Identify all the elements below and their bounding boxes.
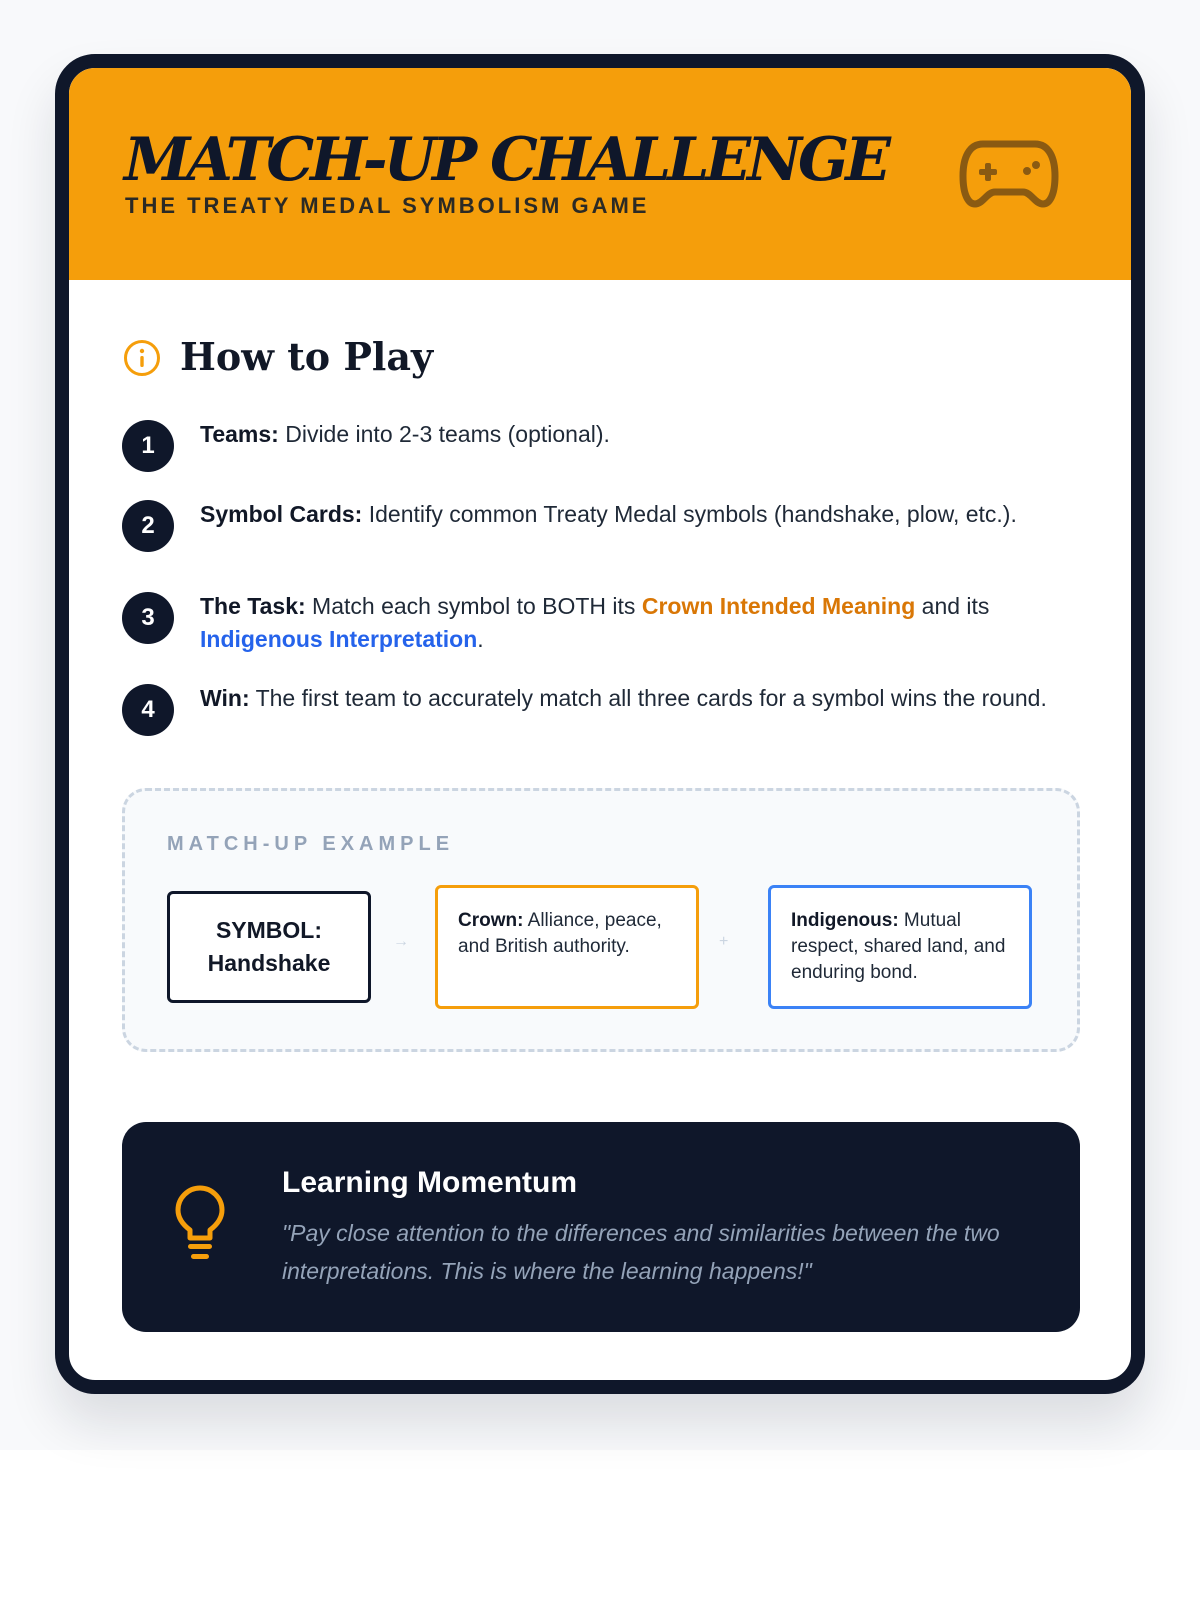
step-text: Teams: Divide into 2-3 teams (optional). <box>200 421 610 447</box>
game-card <box>55 54 1145 1394</box>
momentum-title: Learning Momentum <box>282 1166 578 1199</box>
indigenous-meaning-card: Indigenous: Mutual respect, shared land, and enduring bond. <box>768 885 1032 1009</box>
step-number: 1 <box>122 420 174 472</box>
momentum-quote: "Pay close attention to the differences and similarities between the two interpretations. This is where the learning happens!" <box>282 1220 1000 1284</box>
arrow-icon: → <box>393 933 409 950</box>
crown-meaning-card: Crown: Alliance, peace, and British authority. <box>435 885 699 1009</box>
game-title: MATCH-UP CHALLENGE <box>124 125 887 195</box>
step-text: The Task: Match each symbol to BOTH its Crown Intended Meaning and its Indigenous Interpretation. <box>200 593 990 652</box>
step-text: Win: The first team to accurately match all three cards for a symbol wins the round. <box>200 685 1047 711</box>
learning-momentum-panel <box>122 1122 1080 1332</box>
match-up-example <box>122 788 1080 1052</box>
step-text: Symbol Cards: Identify common Treaty Medal symbols (handshake, plow, etc.). <box>200 501 1017 527</box>
info-icon <box>122 338 162 378</box>
step-number: 4 <box>122 684 174 736</box>
section-title: How to Play <box>180 334 434 379</box>
indigenous-interpretation-highlight: Indigenous Interpretation <box>200 626 478 652</box>
step-number: 2 <box>122 500 174 552</box>
card-header <box>69 68 1131 280</box>
lightbulb-icon <box>172 1184 228 1264</box>
crown-meaning-highlight: Crown Intended Meaning <box>641 593 916 619</box>
step-number: 3 <box>122 592 174 644</box>
gamepad-icon <box>959 138 1059 210</box>
example-label: MATCH-UP EXAMPLE <box>167 833 455 855</box>
plus-icon: + <box>719 933 729 950</box>
symbol-card: SYMBOL: Handshake <box>167 891 371 1003</box>
game-subtitle: THE TREATY MEDAL SYMBOLISM GAME <box>125 193 650 218</box>
